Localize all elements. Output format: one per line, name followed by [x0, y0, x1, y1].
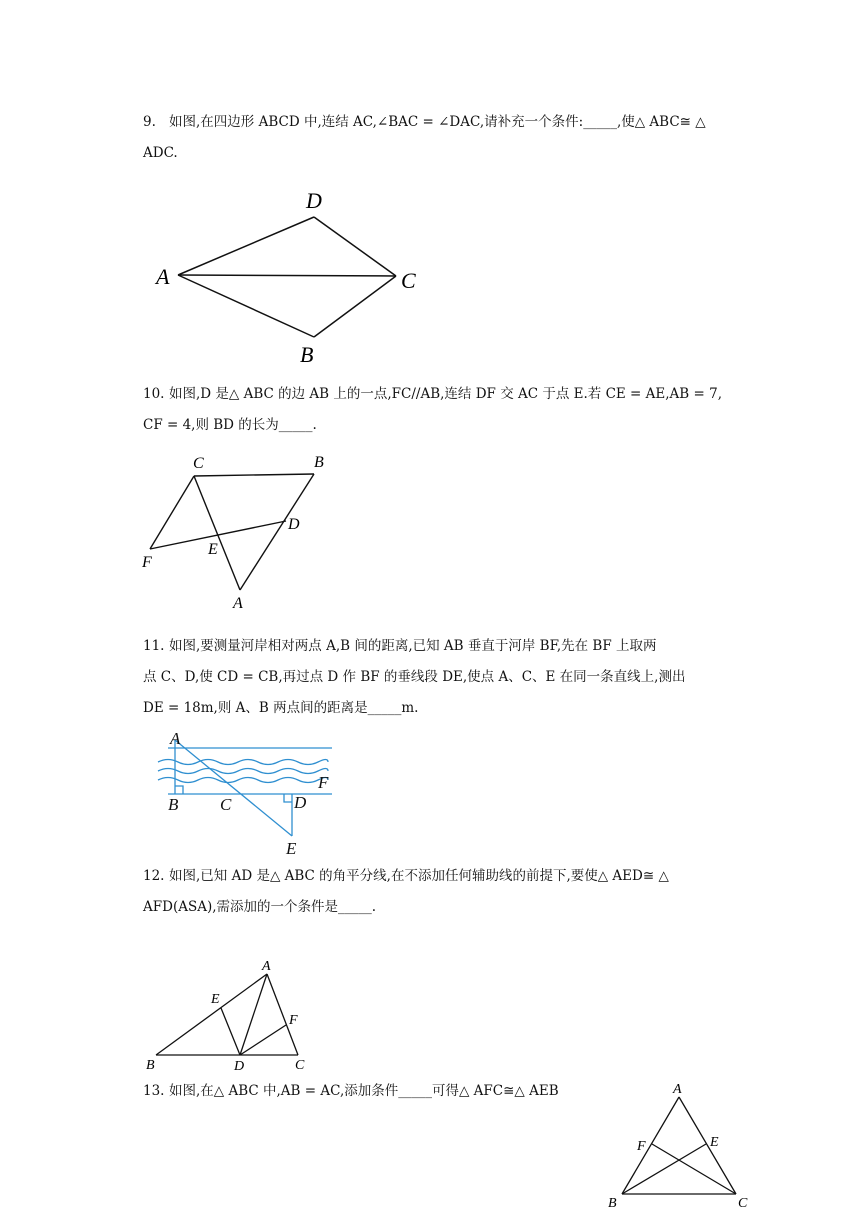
label-B: B: [314, 454, 324, 471]
label-E: E: [710, 1135, 719, 1150]
question-text-line2: ADC.: [143, 145, 178, 161]
question-10: [143, 384, 722, 404]
figure-q12-triangle: [140, 956, 320, 1074]
question-9-line2: [143, 143, 178, 163]
question-number: 13.: [143, 1083, 165, 1099]
label-C: C: [220, 795, 232, 814]
question-number: 10.: [143, 386, 165, 402]
question-11: [143, 636, 657, 656]
label-A: A: [262, 959, 271, 974]
label-B: B: [608, 1196, 617, 1210]
label-F: F: [142, 554, 152, 571]
question-text-line1: 如图,D 是△ ABC 的边 AB 上的一点,FC//AB,连结 DF 交 AC 于点 E.若 CE = AE,AB = 7,: [169, 386, 722, 402]
label-A: A: [233, 595, 243, 612]
label-A: A: [673, 1082, 682, 1097]
label-E: E: [286, 839, 297, 858]
question-13: [143, 1081, 559, 1101]
question-text-line2: AFD(ASA),需添加的一个条件是_____.: [143, 899, 377, 915]
question-11-line3: [143, 698, 418, 718]
label-C: C: [738, 1196, 748, 1210]
question-text-line3: DE = 18m,则 A、B 两点间的距离是_____m.: [143, 700, 419, 716]
question-text-line2: 点 C、D,使 CD = CB,再过点 D 作 BF 的垂线段 DE,使点 A、C、E 在同一条直线上,测出: [143, 669, 686, 685]
label-E: E: [211, 992, 220, 1007]
label-F: F: [637, 1139, 646, 1154]
question-10-line2: [143, 415, 317, 435]
label-A: A: [170, 729, 181, 748]
question-text-line1: 如图,已知 AD 是△ ABC 的角平分线,在不添加任何辅助线的前提下,要使△ AED≅ △: [169, 868, 669, 884]
figure-q10-triangle: [138, 450, 338, 612]
question-text-line1: 如图,在四边形 ABCD 中,连结 AC,∠BAC = ∠DAC,请补充一个条件:_____,使△ ABC≅ △: [169, 114, 706, 130]
label-D: D: [288, 516, 300, 533]
question-text-line1: 如图,要测量河岸相对两点 A,B 间的距离,已知 AB 垂直于河岸 BF,先在 BF 上取两: [169, 638, 657, 654]
label-C: C: [193, 455, 204, 472]
label-D: D: [306, 188, 322, 213]
label-C: C: [401, 268, 416, 293]
question-number: 11.: [143, 638, 165, 654]
question-number: 9.: [143, 114, 156, 130]
label-D: D: [294, 793, 307, 812]
label-F: F: [289, 1013, 298, 1028]
label-B: B: [146, 1058, 155, 1073]
question-text-line1: 如图,在△ ABC 中,AB = AC,添加条件_____可得△ AFC≅△ AEB: [169, 1083, 559, 1099]
figure-q11-river: [150, 726, 340, 860]
question-12: [143, 866, 669, 886]
figure-q9-quadrilateral: [150, 180, 440, 370]
label-D: D: [234, 1059, 245, 1074]
question-text-line2: CF = 4,则 BD 的长为_____.: [143, 417, 317, 433]
question-number: 12.: [143, 868, 165, 884]
label-B: B: [300, 342, 314, 367]
label-C: C: [295, 1058, 305, 1073]
figure-q13-isosceles-triangle: [600, 1080, 760, 1210]
label-B: B: [168, 795, 179, 814]
question-9: [143, 112, 706, 132]
label-A: A: [156, 264, 170, 289]
question-12-line2: [143, 897, 376, 917]
question-11-line2: [143, 667, 685, 687]
label-F: F: [318, 773, 329, 792]
label-E: E: [208, 541, 218, 558]
